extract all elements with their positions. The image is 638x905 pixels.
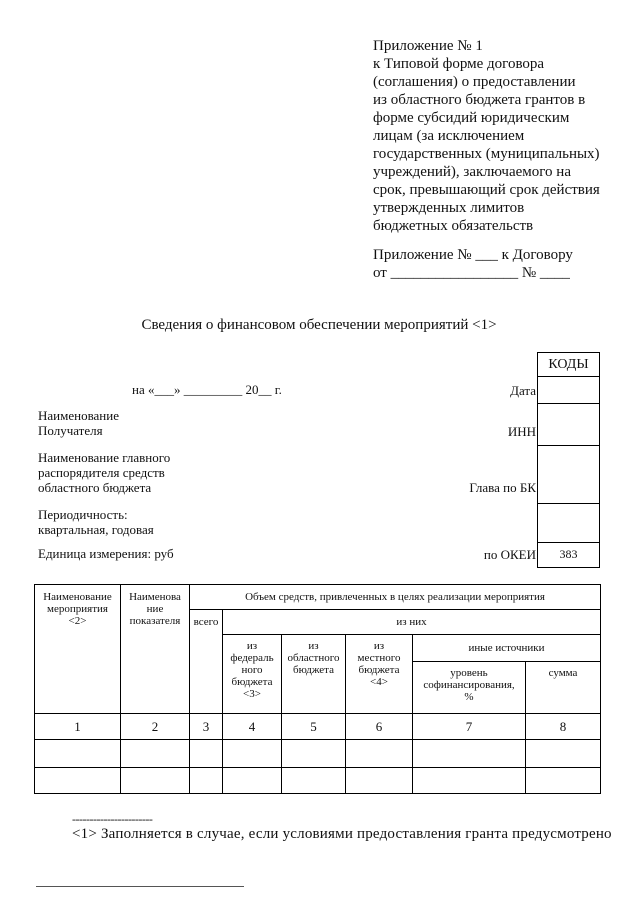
appendix-line: форме субсидий юридическим [373, 110, 570, 126]
codes-header: КОДЫ [537, 352, 600, 377]
column-number: 6 [346, 714, 413, 740]
blank-code-cell [537, 503, 600, 543]
table-cell [190, 767, 223, 793]
column-number: 2 [121, 714, 190, 740]
table-cell [346, 740, 413, 767]
appendix-line: Приложение № 1 [373, 38, 483, 54]
table-row [35, 767, 601, 793]
report-date-line: на «___» _________ 20__ г. [132, 382, 282, 397]
col-header-federal: из федераль ного бюджета <3> [223, 635, 282, 714]
table-row [35, 714, 601, 740]
table-cell [223, 740, 282, 767]
appendix-line: бюджетных обязательств [373, 218, 534, 234]
footnote-text: <1> Заполняется в случае, если условиями предоставления гранта предусмотрено [72, 826, 612, 842]
col-header-event: Наименование мероприятия <2> [35, 585, 121, 714]
table-cell [413, 767, 526, 793]
recipient-label: Наименование Получателя [38, 408, 119, 438]
appendix-line: утвержденных лимитов [373, 200, 525, 216]
inn-code-cell [537, 403, 600, 446]
contract-ref-line: Приложение № ___ к Договору [373, 247, 573, 263]
bk-code-cell [537, 445, 600, 504]
table-cell [190, 740, 223, 767]
date-code-cell [537, 376, 600, 404]
okei-code-cell: 383 [537, 542, 600, 568]
appendix-header [373, 37, 623, 235]
table-cell [282, 767, 346, 793]
budget-manager-label: Наименование главного распорядителя средств областного бюджета [38, 450, 171, 495]
col-header-local: из местного бюджета <4> [346, 635, 413, 714]
appendix-line: к Типовой форме договора [373, 56, 545, 72]
contract-ref-line: от _________________ № ____ [373, 265, 570, 281]
col-header-total: всего [190, 610, 223, 714]
col-header-of-them: из них [223, 610, 601, 635]
col-header-other-sources: иные источники [413, 635, 601, 661]
column-number: 1 [35, 714, 121, 740]
table-cell [121, 740, 190, 767]
table-cell [526, 767, 601, 793]
inn-label: ИНН [507, 424, 536, 439]
col-header-indicator: Наименова ние показателя [121, 585, 190, 714]
col-header-sum: сумма [526, 661, 601, 714]
appendix-line: срок, превышающий срок действия [373, 182, 600, 198]
financing-table [34, 584, 601, 794]
appendix-line: из областного бюджета грантов в [373, 92, 586, 108]
table-row [35, 740, 601, 767]
column-number: 7 [413, 714, 526, 740]
appendix-line: государственных (муниципальных) [373, 146, 600, 162]
footnote-separator: ----------------------- [72, 812, 153, 826]
unit-label: Единица измерения: руб [38, 546, 174, 561]
table-cell [35, 740, 121, 767]
bk-label: Глава по БК [469, 480, 536, 495]
column-number: 3 [190, 714, 223, 740]
table-cell [413, 740, 526, 767]
date-label: Дата [510, 383, 536, 398]
appendix-line: учреждений), заключаемого на [373, 164, 571, 180]
table-cell [121, 767, 190, 793]
document-title: Сведения о финансовом обеспечении мероприятий <1> [141, 317, 497, 333]
table-cell [526, 740, 601, 767]
col-header-funds-total: Объем средств, привлеченных в целях реализации мероприятия [190, 585, 601, 610]
table-cell [35, 767, 121, 793]
column-number: 8 [526, 714, 601, 740]
periodicity-label: Периодичность: квартальная, годовая [38, 507, 154, 537]
col-header-regional: из областного бюджета [282, 635, 346, 714]
appendix-line: (соглашения) о предоставлении [373, 74, 576, 90]
page-bottom-rule [36, 886, 244, 888]
col-header-cofinancing: уровень софинансирования, % [413, 661, 526, 714]
table-cell [282, 740, 346, 767]
appendix-line: лицам (за исключением [373, 128, 525, 144]
contract-reference [373, 246, 623, 282]
column-number: 4 [223, 714, 282, 740]
table-cell [223, 767, 282, 793]
okei-label: по ОКЕИ [483, 547, 536, 562]
column-number: 5 [282, 714, 346, 740]
table-cell [346, 767, 413, 793]
